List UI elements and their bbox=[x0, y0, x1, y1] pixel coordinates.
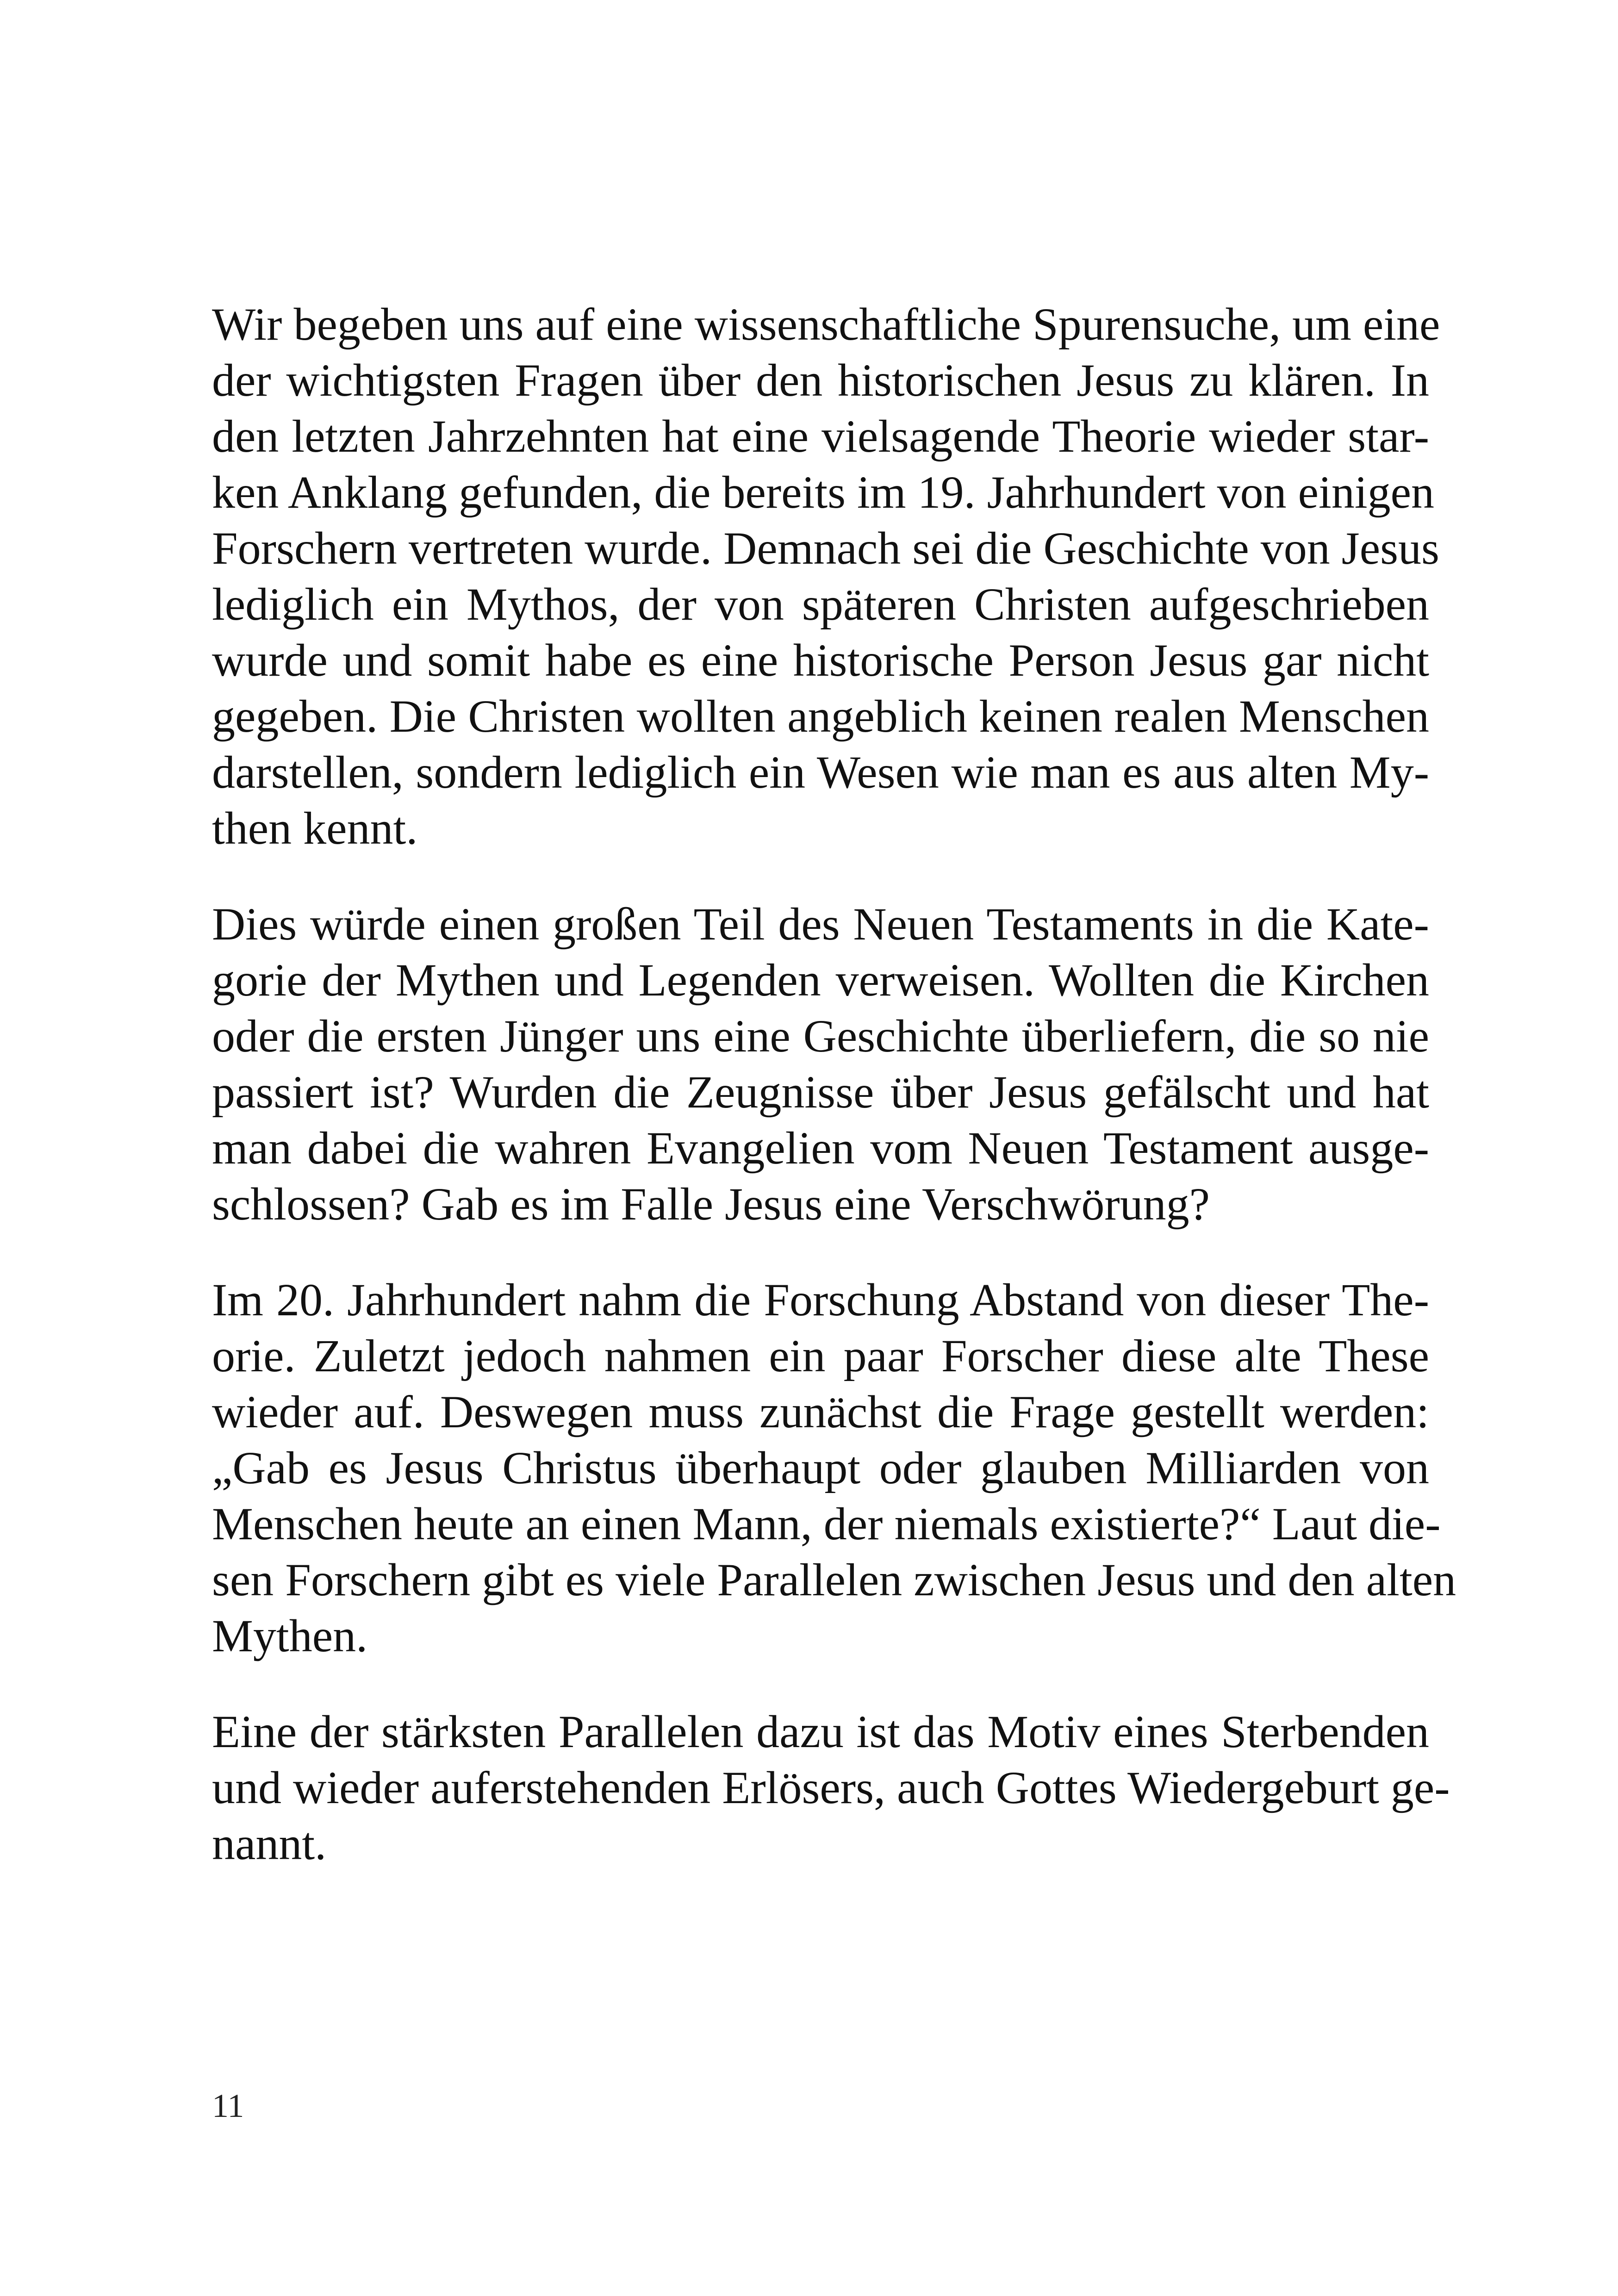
text-line: gegeben. Die Christen wollten angeblich keinen realen Menschen bbox=[212, 691, 1429, 742]
text-line: gorie der Mythen und Legenden verweisen. Wollten die Kirchen bbox=[212, 954, 1429, 1006]
text-line: den letzten Jahrzehnten hat eine vielsagende Theorie wieder star- bbox=[212, 411, 1429, 462]
paragraph-3 bbox=[212, 1272, 1456, 1664]
text-line: then kennt. bbox=[212, 803, 418, 854]
text-line: sen Forschern gibt es viele Parallelen zwischen Jesus und den alten bbox=[212, 1554, 1456, 1605]
text-line: orie. Zuletzt jedoch nahmen ein paar Forscher diese alte These bbox=[212, 1330, 1429, 1381]
text-line: Dies würde einen großen Teil des Neuen Testaments in die Kate- bbox=[212, 898, 1429, 950]
page-number: 11 bbox=[212, 2087, 244, 2124]
text-line: Im 20. Jahrhundert nahm die Forschung Abstand von dieser The- bbox=[212, 1274, 1429, 1325]
text-line: Mythen. bbox=[212, 1610, 368, 1661]
paragraph-2 bbox=[212, 896, 1429, 1232]
text-line: wieder auf. Deswegen muss zunächst die Frage gestellt werden: bbox=[212, 1386, 1429, 1437]
paragraph-4 bbox=[212, 1704, 1450, 1872]
text-line: man dabei die wahren Evangelien vom Neuen Testament ausge- bbox=[212, 1122, 1429, 1174]
text-line: wurde und somit habe es eine historische Person Jesus gar nicht bbox=[212, 635, 1429, 686]
text-line: passiert ist? Wurden die Zeugnisse über Jesus gefälscht und hat bbox=[212, 1066, 1429, 1118]
text-line: „Gab es Jesus Christus überhaupt oder glauben Milliarden von bbox=[212, 1442, 1429, 1493]
text-line: nannt. bbox=[212, 1818, 327, 1869]
text-line: und wieder auferstehenden Erlösers, auch Gottes Wiedergeburt ge- bbox=[212, 1762, 1450, 1813]
text-line: ken Anklang gefunden, die bereits im 19. Jahrhundert von einigen bbox=[212, 467, 1435, 518]
text-line: darstellen, sondern lediglich ein Wesen wie man es aus alten My- bbox=[212, 747, 1429, 798]
text-line: Wir begeben uns auf eine wissenschaftliche Spurensuche, um eine bbox=[212, 299, 1440, 350]
text-line: der wichtigsten Fragen über den historischen Jesus zu klären. In bbox=[212, 355, 1429, 406]
paragraph-1 bbox=[212, 296, 1440, 856]
body-text bbox=[212, 296, 1456, 1911]
text-line: Menschen heute an einen Mann, der niemals existierte?“ Laut die- bbox=[212, 1498, 1441, 1549]
text-line: Forschern vertreten wurde. Demnach sei die Geschichte von Jesus bbox=[212, 523, 1439, 574]
text-line: oder die ersten Jünger uns eine Geschichte überliefern, die so nie bbox=[212, 1010, 1429, 1062]
text-line: Eine der stärksten Parallelen dazu ist das Motiv eines Sterbenden bbox=[212, 1706, 1429, 1757]
text-line: schlossen? Gab es im Falle Jesus eine Verschwörung? bbox=[212, 1178, 1210, 1230]
text-line: lediglich ein Mythos, der von späteren Christen aufgeschrieben bbox=[212, 579, 1429, 630]
